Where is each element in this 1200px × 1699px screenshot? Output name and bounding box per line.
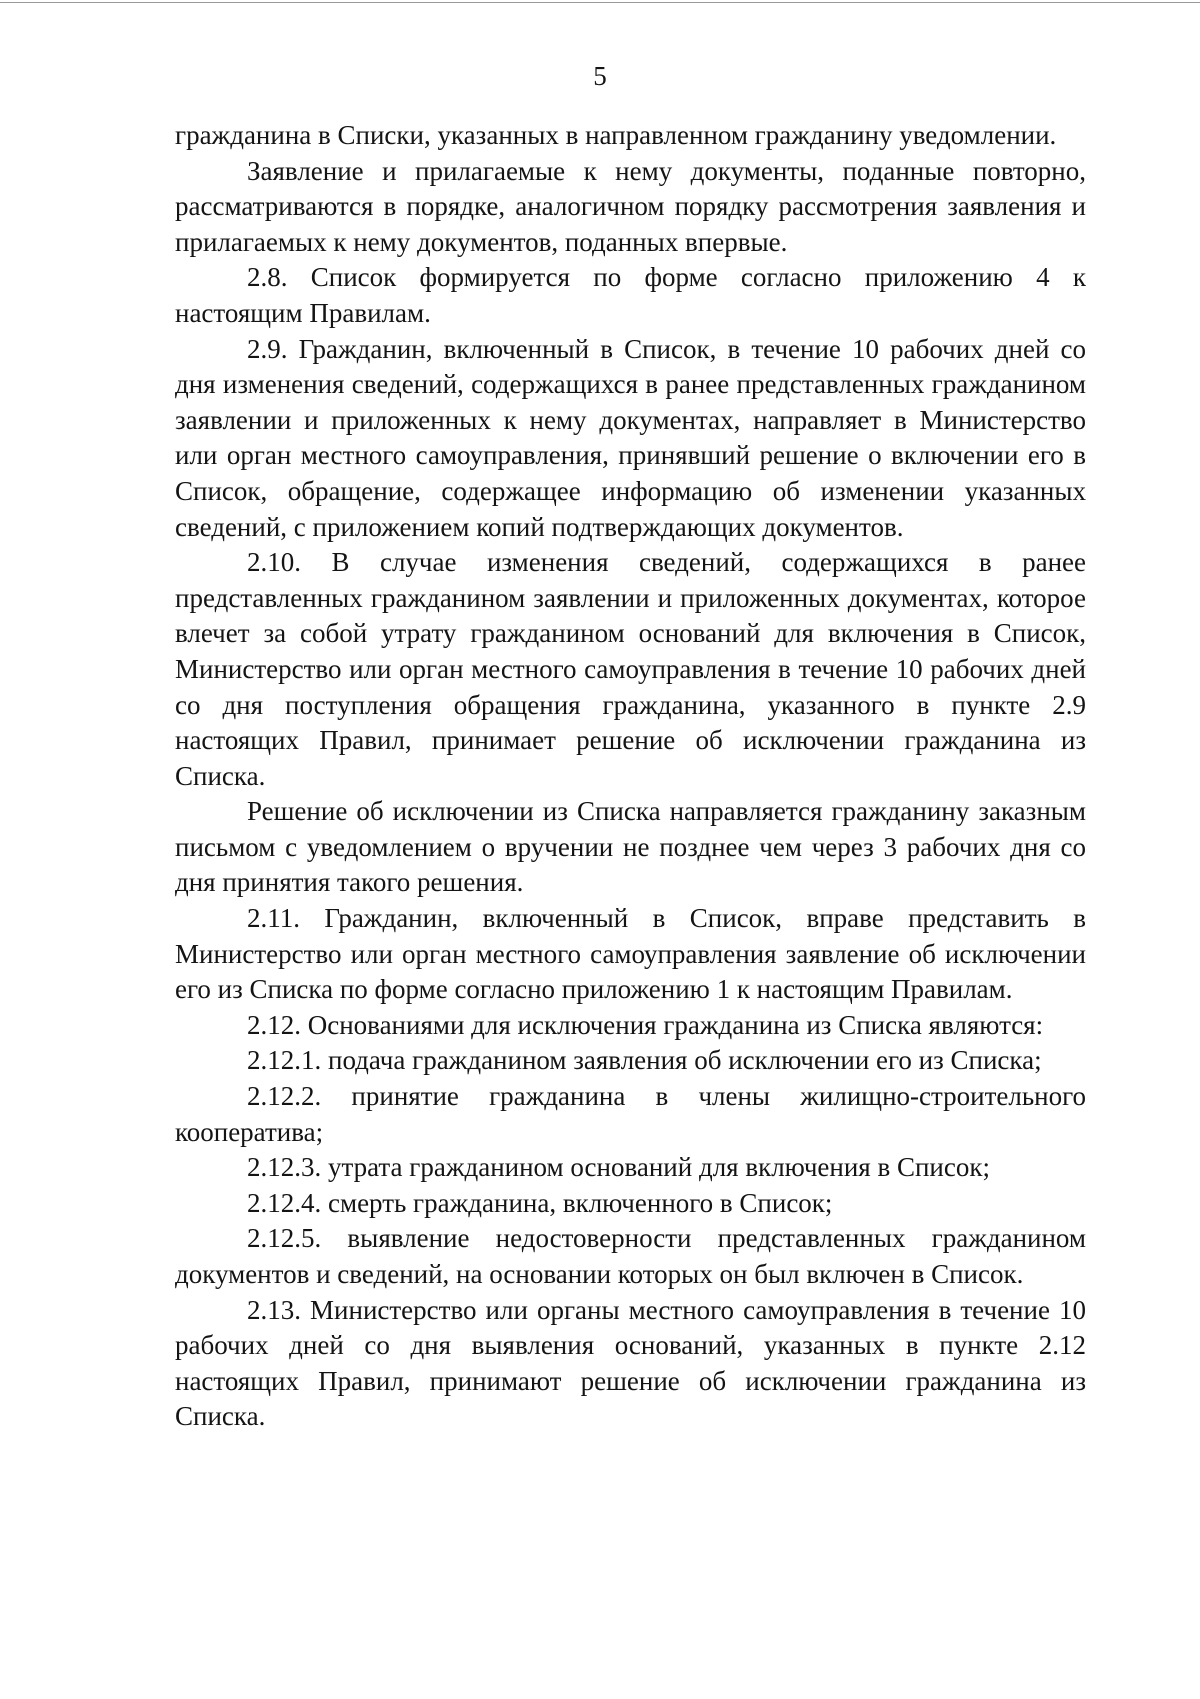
paragraph-2-12-1: 2.12.1. подача гражданином заявления об исключении его из Списка; [247,1045,1042,1076]
paragraph-2-12-3: 2.12.3. утрата гражданином оснований для включения в Список; [247,1152,990,1183]
scan-edge-line [0,2,1200,3]
page-number: 5 [593,61,607,91]
paragraph-2-9: 2.9. Гражданин, включенный в Список, в течение 10 рабочих дней со дня изменения сведений, содержащихся в ранее представленных гражданином заявлении и приложенных к нему документах, направляет в Министерство или орган местного самоуправления, принявший решение о включении его в Список, обращение, содержащее информацию об изменении указанных сведений, с приложением копий подтверждающих документов. [175,333,1086,542]
paragraph-continuation: гражданина в Списки, указанных в направленном гражданину уведомлении. [175,120,1057,150]
paragraph-resubmission: Заявление и прилагаемые к нему документы, поданные повторно, рассматриваются в порядке, аналогичном порядку рассмотрения заявления и прилагаемых к нему документов, поданных впервые. [175,155,1086,257]
paragraph-2-12-2: 2.12.2. принятие гражданина в члены жилищно-строительного кооператива; [175,1081,1086,1147]
paragraph-2-12-4: 2.12.4. смерть гражданина, включенного в Список; [247,1187,833,1218]
paragraph-2-12-5: 2.12.5. выявление недостоверности представленных гражданином документов и сведений, на основании которых он был включен в Список. [175,1223,1086,1289]
paragraph-2-8: 2.8. Список формируется по форме согласно приложению 4 к настоящим Правилам. [175,262,1086,328]
paragraph-2-10: 2.10. В случае изменения сведений, содержащихся в ранее представленных гражданином заявлении и приложенных документах, которое влечет за собой утрату гражданином оснований для включения в Список, Министерство или орган местного самоуправления в течение 10 рабочих дней со дня поступления обращения гражданина, указанного в пункте 2.9 настоящих Правил, принимает решение об исключении гражданина из Списка. [175,547,1086,791]
paragraph-exclusion-notice: Решение об исключении из Списка направляется гражданину заказным письмом с уведомлением о вручении не позднее чем через 3 рабочих дня со дня принятия такого решения. [175,796,1086,898]
paragraph-2-13: 2.13. Министерство или органы местного самоуправления в течение 10 рабочих дней со дня выявления оснований, указанных в пункте 2.12 настоящих Правил, принимают решение об исключении гражданина из Списка. [175,1294,1086,1432]
paragraph-2-12: 2.12. Основаниями для исключения гражданина из Списка являются: [247,1009,1044,1040]
paragraph-2-11: 2.11. Гражданин, включенный в Список, вправе представить в Министерство или орган местного самоуправления заявление об исключении его из Списка по форме согласно приложению 1 к настоящим Правилам. [175,903,1086,1005]
document-body [175,118,1086,1435]
